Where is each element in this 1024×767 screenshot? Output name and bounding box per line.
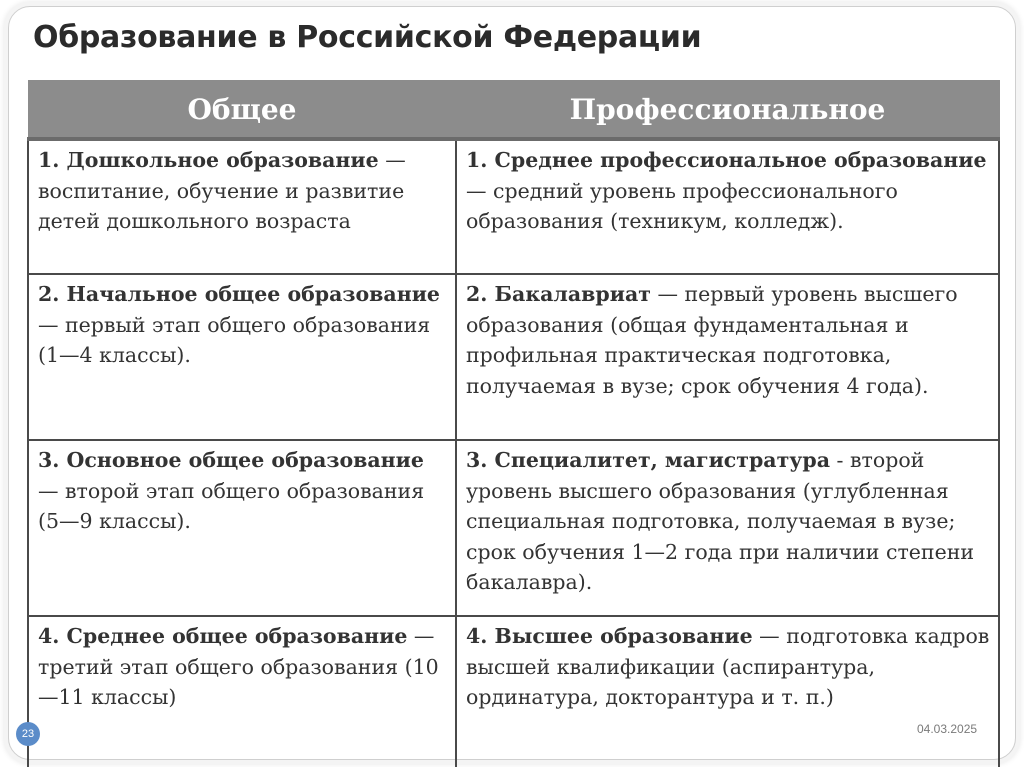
cell-description: — средний уровень профессионального образования (техникум, колледж). [466, 178, 898, 233]
cell-term: 4. Среднее общее образование [38, 624, 408, 648]
table-row [28, 616, 999, 767]
cell-description: — первый этап общего образования (1—4 классы). [38, 312, 431, 367]
cell-description: — подготовка кадров высшей квалификации (аспирантура, ординатура, докторантура и т. п.) [466, 624, 990, 709]
slide-date: 04.03.2025 [917, 722, 978, 736]
slide-number-badge: 23 [16, 722, 40, 746]
cell-professional [456, 139, 999, 274]
education-table [27, 80, 1000, 767]
cell-general [28, 139, 456, 274]
cell-term: 4. Высшее образование [466, 624, 753, 648]
cell-general [28, 440, 456, 616]
cell-term: 1. Дошкольное образование [38, 148, 379, 172]
cell-term: 2. Начальное общее образование [38, 282, 440, 306]
cell-description: — первый уровень высшего образования (общая фундаментальная и профильная практическая подготовка, получаемая в вузе; срок обучения 4 года). [466, 282, 958, 398]
header-professional: Профессиональное [456, 81, 999, 140]
cell-term: 2. Бакалавриат [466, 282, 651, 306]
header-general: Общее [28, 81, 456, 140]
slide-title: Образование в Российской Федерации [33, 20, 702, 55]
table-row [28, 139, 999, 274]
table-row [28, 440, 999, 616]
cell-description: — воспитание, обучение и развитие детей дошкольного возраста [38, 148, 406, 233]
cell-description: — третий этап общего образования (10—11 классы) [38, 624, 439, 709]
cell-professional [456, 440, 999, 616]
cell-term: 3. Основное общее образование [38, 448, 424, 472]
cell-professional [456, 616, 999, 767]
cell-general [28, 616, 456, 767]
cell-description: — второй этап общего образования (5—9 классы). [38, 478, 425, 533]
cell-professional [456, 274, 999, 440]
cell-general [28, 274, 456, 440]
table-row [28, 274, 999, 440]
cell-term: 3. Специалитет, магистратура [466, 448, 831, 472]
cell-term: 1. Среднее профессиональное образование [466, 148, 987, 172]
cell-description: - второй уровень высшего образования (углубленная специальная подготовка, получаемая в вузе; срок обучения 1—2 года при наличии степени бакалавра). [466, 448, 975, 594]
header-row [28, 81, 999, 140]
